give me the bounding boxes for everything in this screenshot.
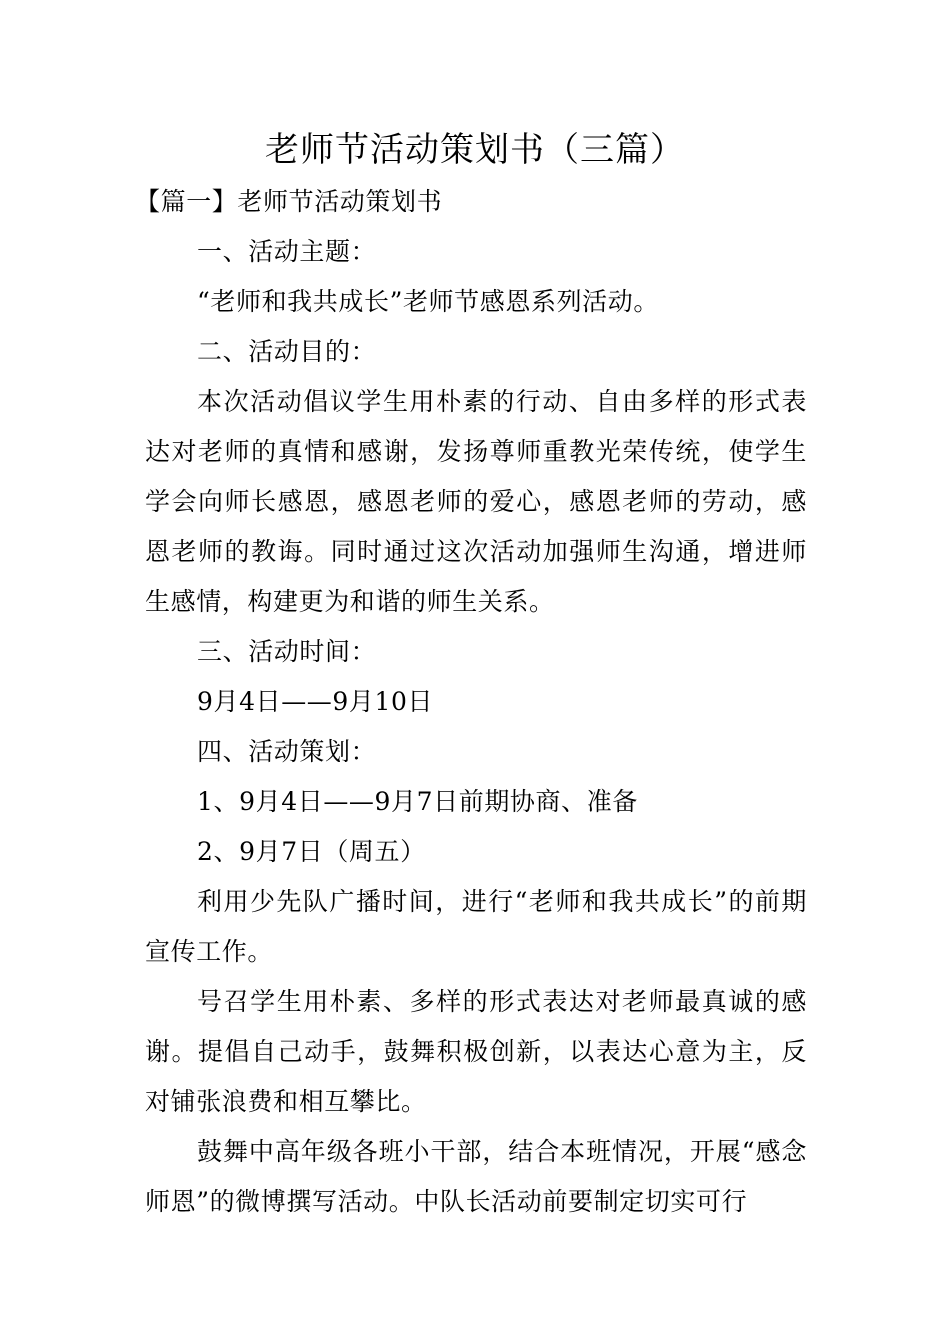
paragraph: 2、9月7日（周五）: [197, 837, 426, 866]
paragraph: 9月4日——9月10日: [197, 687, 434, 716]
paragraph: 四、活动策划：: [197, 737, 377, 766]
document-title: 老师节活动策划书（三篇）: [265, 130, 685, 170]
paragraph: 1、9月4日——9月7日前期协商、准备: [197, 787, 638, 816]
paragraph: 鼓舞中高年级各班小干部，结合本班情况，开展“感念师恩”的微博撰写活动。中队长活动前要制定切实可行: [145, 1137, 807, 1216]
paragraph: 一、活动主题：: [197, 237, 377, 266]
paragraph: 二、活动目的：: [197, 337, 377, 366]
section-heading: 【篇一】老师节活动策划书: [135, 187, 443, 216]
paragraph: 三、活动时间：: [197, 637, 377, 666]
paragraph: 本次活动倡议学生用朴素的行动、自由多样的形式表达对老师的真情和感谢，发扬尊师重教光荣传统，使学生学会向师长感恩，感恩老师的爱心，感恩老师的劳动，感恩老师的教诲。同时通过这次活动加强师生沟通，增进师生感情，构建更为和谐的师生关系。: [145, 387, 807, 616]
paragraph: 号召学生用朴素、多样的形式表达对老师最真诚的感谢。提倡自己动手，鼓舞积极创新，以表达心意为主，反对铺张浪费和相互攀比。: [145, 987, 807, 1116]
paragraph: 利用少先队广播时间，进行“老师和我共成长”的前期宣传工作。: [145, 887, 807, 966]
paragraph: “老师和我共成长”老师节感恩系列活动。: [197, 287, 659, 316]
document-body: [135, 177, 807, 1227]
